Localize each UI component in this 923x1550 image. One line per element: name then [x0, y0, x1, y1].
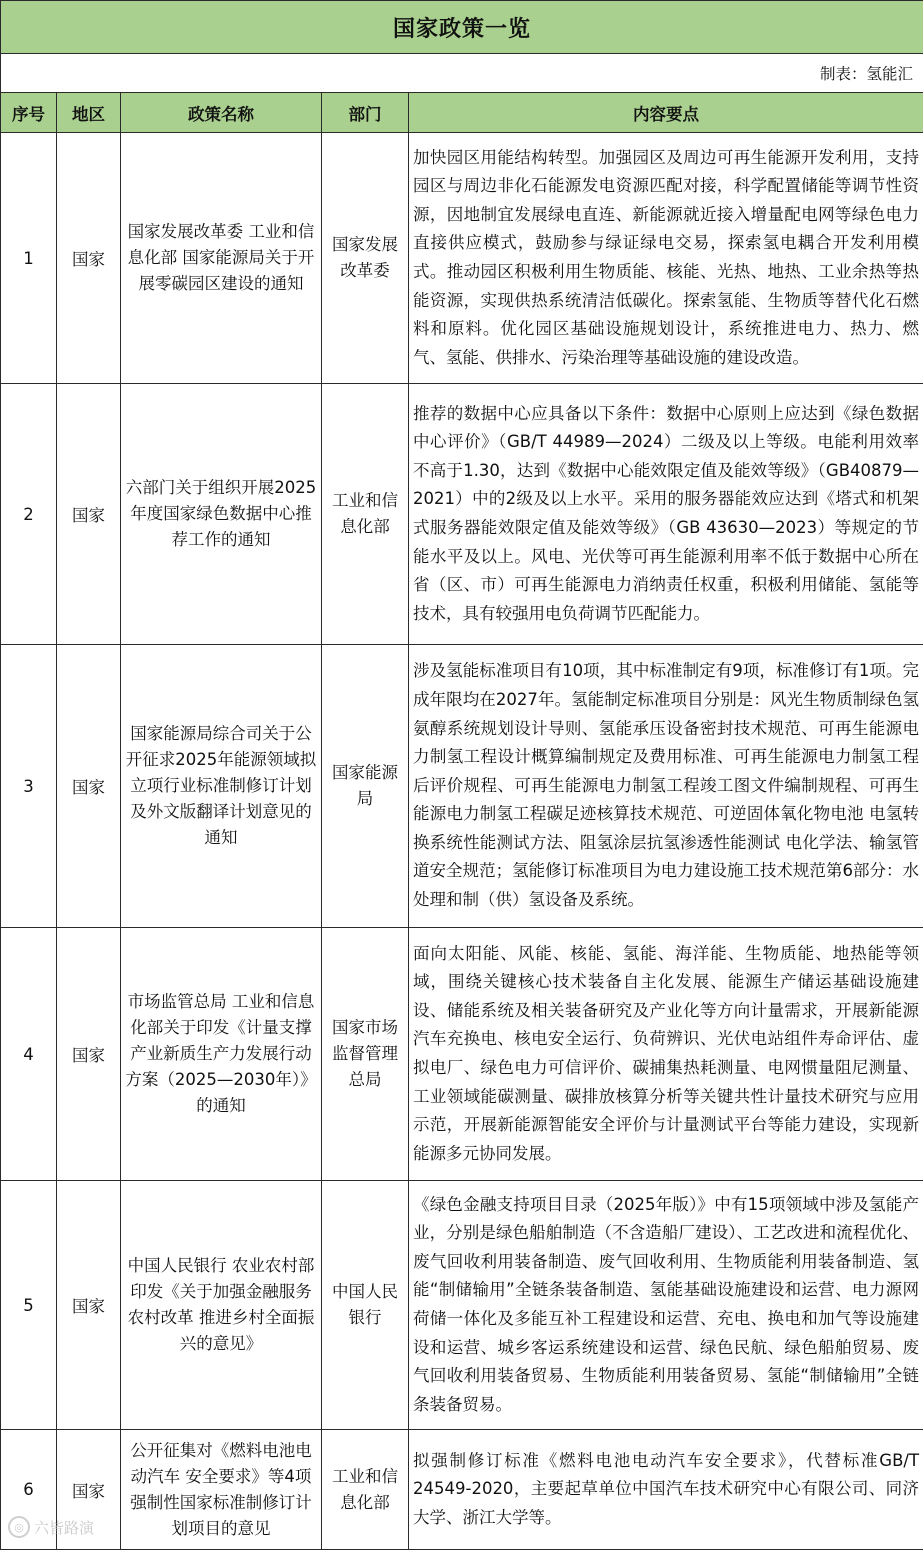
row-content: 《绿色金融支持项目目录（2025年版）》中有15项领域中涉及氢能产业，分别是绿色船舶制造（不含造船厂建设）、工艺改进和流程优化、废气回收利用装备制造、废气回收利用、生物质能利用装备制造、氢能“制储输用”全链条装备制造、氢能基础设施建设和运营、电力源网荷储一体化及多能互补工程建设和运营、充电、换电和加气等设施建设和运营、城乡客运系统建设和运营、绿色民航、绿色船舶贸易、废气回收利用装备贸易、生物质能利用装备贸易、氢能“制储输用”全链条装备贸易。 [409, 1181, 923, 1430]
row-index: 5 [1, 1181, 57, 1430]
table-row [1, 133, 923, 384]
row-content: 涉及氢能标准项目有10项，其中标准制定有9项，标准修订有1项。完成年限均在2027年。氢能制定标准项目分别是：风光生物质制绿色氢氨醇系统规划设计导则、氢能承压设备密封技术规范、可再生能源电力制氢工程设计概算编制规定及费用标准、可再生能源电力制氢工程后评价规程、可再生能源电力制氢工程竣工图文件编制规程、可再生能源电力制氢工程碳足迹核算技术规范、可逆固体氧化物电池 电氢转换系统性能测试方法、阻氢涂层抗氢渗透性能测试 电化学法、输氢管道安全规范；氢能修订标准项目为电力建设施工技术规范第6部分：水处理和制（供）氢设备及系统。 [409, 645, 923, 928]
table-row [1, 645, 923, 928]
row-region: 国家 [57, 1430, 121, 1550]
table-row [1, 928, 923, 1181]
header-region: 地区 [57, 93, 121, 133]
row-policy-name: 公开征集对《燃料电池电动汽车 安全要求》等4项强制性国家标准制修订计划项目的意见 [121, 1430, 322, 1550]
table-maker-note: 制表：氢能汇 [1, 54, 923, 93]
header-content: 内容要点 [409, 93, 923, 133]
row-department: 国家能源局 [322, 645, 409, 928]
row-region: 国家 [57, 1181, 121, 1430]
row-policy-name: 六部门关于组织开展2025年度国家绿色数据中心推荐工作的通知 [121, 384, 322, 645]
row-department: 国家市场监督管理总局 [322, 928, 409, 1181]
row-index: 6 [1, 1430, 57, 1550]
row-policy-name: 中国人民银行 农业农村部印发《关于加强金融服务农村改革 推进乡村全面振兴的意见》 [121, 1181, 322, 1430]
page-title: 国家政策一览 [1, 1, 923, 54]
row-content: 加快园区用能结构转型。加强园区及周边可再生能源开发利用，支持园区与周边非化石能源发电资源匹配对接，科学配置储能等调节性资源，因地制宜发展绿电直连、新能源就近接入增量配电网等绿色电力直接供应模式，鼓励参与绿证绿电交易，探索氢电耦合开发利用模式。推动园区积极利用生物质能、核能、光热、地热、工业余热等热能资源，实现供热系统清洁低碳化。探索氢能、生物质等替代化石燃料和原料。优化园区基础设施规划设计，系统推进电力、热力、燃气、氢能、供排水、污染治理等基础设施的建设改造。 [409, 133, 923, 384]
row-region: 国家 [57, 928, 121, 1181]
header-policy-name: 政策名称 [121, 93, 322, 133]
row-department: 工业和信息化部 [322, 1430, 409, 1550]
table-row [1, 1430, 923, 1550]
row-region: 国家 [57, 645, 121, 928]
row-policy-name: 市场监管总局 工业和信息化部关于印发《计量支撑产业新质生产力发展行动方案（2025—2030年）》的通知 [121, 928, 322, 1181]
row-index: 1 [1, 133, 57, 384]
header-department: 部门 [322, 93, 409, 133]
table-row [1, 384, 923, 645]
row-index: 4 [1, 928, 57, 1181]
header-index: 序号 [1, 93, 57, 133]
watermark [8, 1516, 94, 1538]
row-policy-name: 国家能源局综合司关于公开征求2025年能源领域拟立项行业标准制修订计划及外文版翻译计划意见的通知 [121, 645, 322, 928]
row-department: 国家发展改革委 [322, 133, 409, 384]
table-header-row [1, 93, 923, 133]
watermark-text: 六皆路演 [34, 1517, 94, 1538]
row-region: 国家 [57, 384, 121, 645]
row-index: 2 [1, 384, 57, 645]
row-content: 拟强制修订标准《燃料电池电动汽车安全要求》，代替标准GB/T 24549-2020，主要起草单位中国汽车技术研究中心有限公司、同济大学、浙江大学等。 [409, 1430, 923, 1550]
row-content: 推荐的数据中心应具备以下条件：数据中心原则上应达到《绿色数据中心评价》（GB/T 44989—2024）二级及以上等级。电能利用效率不高于1.30，达到《数据中心能效限定值及能效等级》（GB40879—2021）中的2级及以上水平。采用的服务器能效应达到《塔式和机架式服务器能效限定值及能效等级》（GB 43630—2023）等规定的节能水平及以上。风电、光伏等可再生能源利用率不低于数据中心所在省（区、市）可再生能源电力消纳责任权重，积极利用储能、氢能等技术，具有较强用电负荷调节匹配能力。 [409, 384, 923, 645]
row-index: 3 [1, 645, 57, 928]
row-region: 国家 [57, 133, 121, 384]
watermark-logo-icon: ◎ [8, 1516, 30, 1538]
row-content: 面向太阳能、风能、核能、氢能、海洋能、生物质能、地热能等领域，围绕关键核心技术装备自主化发展、能源生产储运基础设施建设、储能系统及相关装备研究及产业化等方向计量需求，开展新能源汽车充换电、核电安全运行、负荷辨识、光伏电站组件寿命评估、虚拟电厂、绿色电力可信评价、碳捕集热耗测量、电网惯量阻尼测量、工业领域能碳测量、碳排放核算分析等关键共性计量技术研究与应用示范，开展新能源智能安全评价与计量测试平台等能力建设，实现新能源多元协同发展。 [409, 928, 923, 1181]
row-department: 中国人民银行 [322, 1181, 409, 1430]
row-policy-name: 国家发展改革委 工业和信息化部 国家能源局关于开展零碳园区建设的通知 [121, 133, 322, 384]
row-department: 工业和信息化部 [322, 384, 409, 645]
table-row [1, 1181, 923, 1430]
